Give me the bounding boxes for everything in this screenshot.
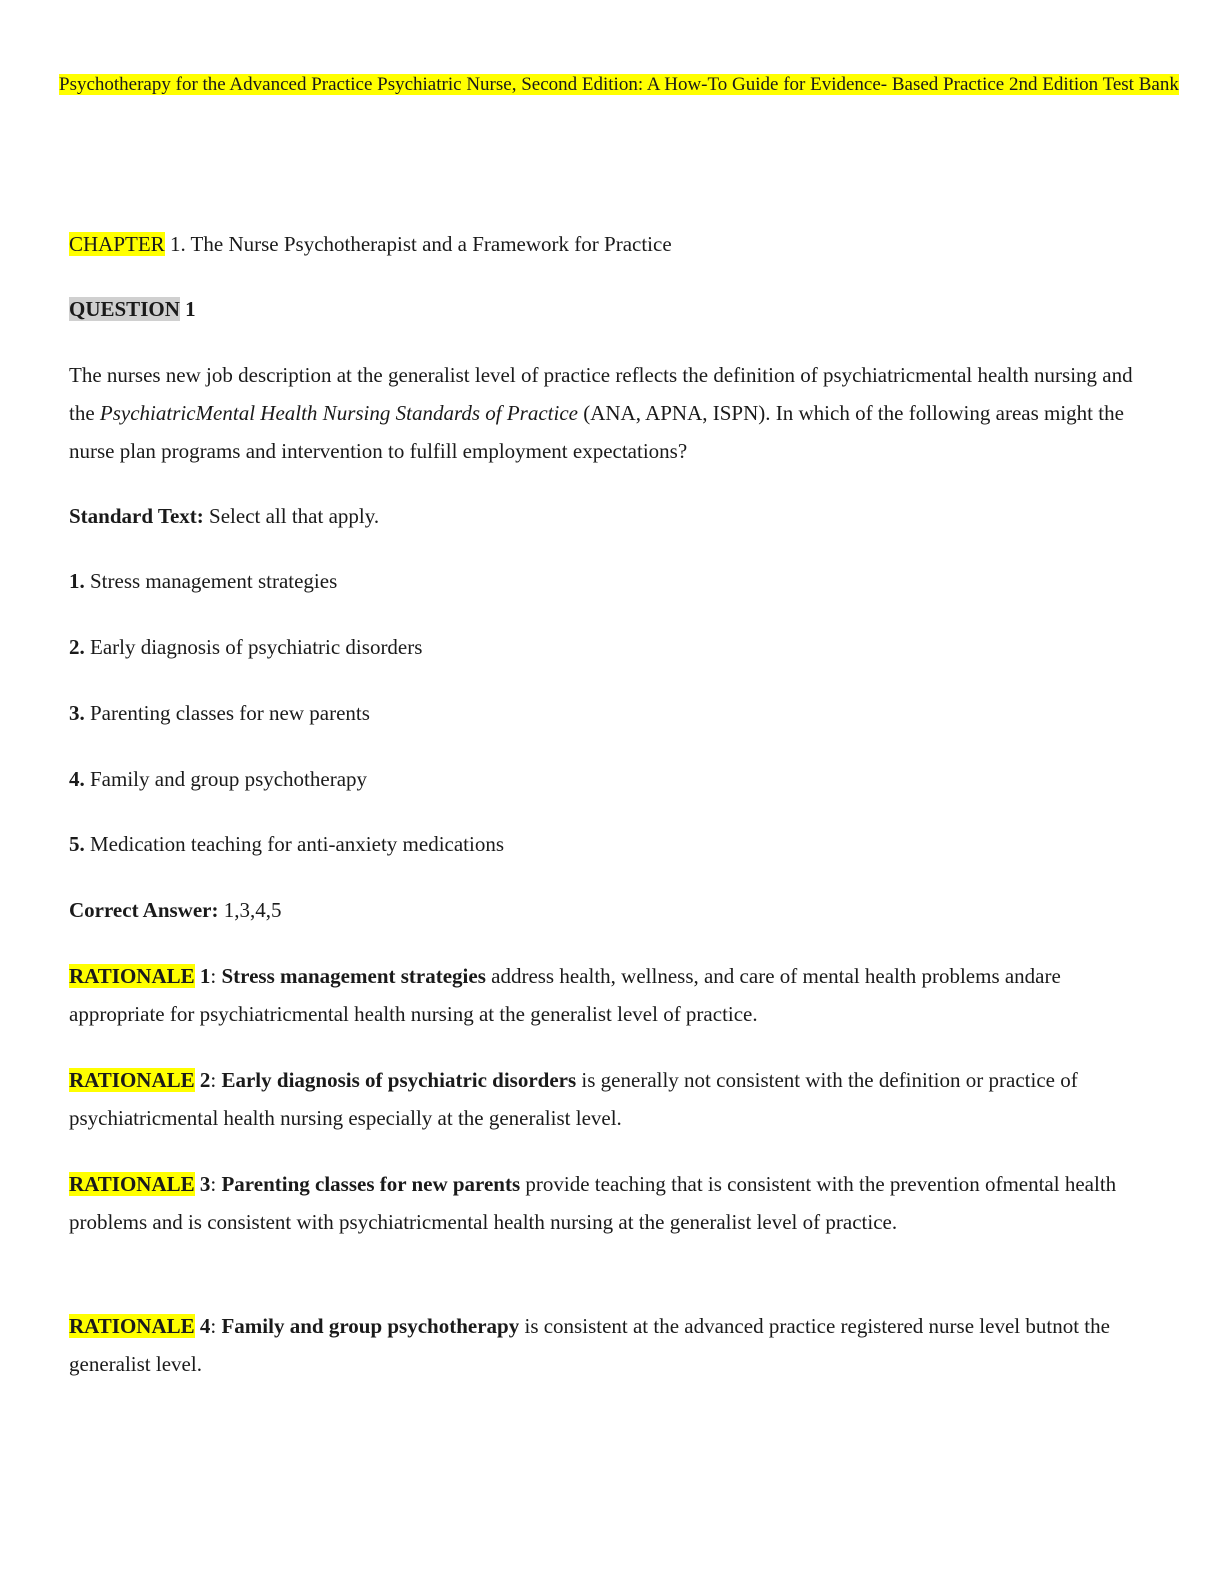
option-text: Early diagnosis of psychiatric disorders [84, 635, 423, 659]
question-stem-italic: PsychiatricMental Health Nursing Standards of Practice [99, 401, 578, 425]
document-title [59, 72, 1199, 97]
option-item [69, 694, 370, 732]
option-text: Medication teaching for anti-anxiety medications [84, 832, 505, 856]
option-text: Family and group psychotherapy [84, 767, 368, 791]
option-text: Parenting classes for new parents [84, 701, 370, 725]
rationale-text: is generally not consistent with the definition or practice of psychiatricmental health nursing especially at the generalist level. [69, 1068, 1078, 1130]
correct-answer [69, 891, 281, 929]
rationale-number: 1 [194, 964, 211, 988]
option-item [69, 825, 504, 863]
rationale-text: is consistent at the advanced practice registered nurse level butnot the generalist level. [69, 1314, 1110, 1376]
rationale-separator: : [210, 1068, 222, 1092]
rationale-number: 3 [194, 1172, 211, 1196]
question-heading [69, 290, 196, 328]
rationale-item [69, 957, 1149, 1033]
question-label: QUESTION [69, 297, 180, 321]
standard-text-label: Standard Text: [69, 504, 204, 528]
rationale-separator: : [210, 964, 222, 988]
chapter-title: 1. The Nurse Psychotherapist and a Framework for Practice [164, 232, 672, 256]
rationale-option: Stress management strategies [221, 964, 486, 988]
rationale-label: RATIONALE [69, 1314, 195, 1338]
rationale-text: provide teaching that is consistent with the prevention ofmental health problems and is consistent with psychiatricmental health nursing at the generalist level of practice. [69, 1172, 1117, 1234]
option-number: 1. [69, 569, 85, 593]
question-stem [69, 356, 1149, 470]
document-title-text: Psychotherapy for the Advanced Practice Psychiatric Nurse, Second Edition: A How-To Guide for Evidence- Based Practice 2nd Edition Test Bank [59, 74, 1179, 95]
option-item [69, 760, 367, 798]
option-number: 5. [69, 832, 85, 856]
rationale-separator: : [210, 1314, 222, 1338]
option-text: Stress management strategies [84, 569, 338, 593]
rationale-item [69, 1061, 1149, 1137]
correct-answer-label: Correct Answer: [69, 898, 219, 922]
question-stem-part1: The nurses new job description at the generalist level of practice reflects the definition of psychiatricmental health nursing and the [69, 363, 1133, 425]
rationale-label: RATIONALE [69, 1068, 195, 1092]
rationale-label: RATIONALE [69, 964, 195, 988]
rationale-separator: : [210, 1172, 222, 1196]
option-item [69, 562, 337, 600]
question-stem-part2: (ANA, APNA, ISPN). In which of the following areas might the nurse plan programs and intervention to fulfill employment expectations? [69, 401, 1124, 463]
rationale-text: address health, wellness, and care of mental health problems andare appropriate for psychiatricmental health nursing at the generalist level of practice. [69, 964, 1061, 1026]
option-number: 2. [69, 635, 85, 659]
rationale-option: Family and group psychotherapy [221, 1314, 520, 1338]
rationale-option: Parenting classes for new parents [221, 1172, 521, 1196]
rationale-item [69, 1165, 1149, 1241]
correct-answer-value: 1,3,4,5 [218, 898, 282, 922]
standard-text [69, 497, 379, 535]
option-number: 4. [69, 767, 85, 791]
rationale-number: 2 [194, 1068, 211, 1092]
chapter-label: CHAPTER [69, 232, 165, 256]
option-number: 3. [69, 701, 85, 725]
rationale-item [69, 1307, 1149, 1383]
option-item [69, 628, 422, 666]
chapter-heading [69, 225, 672, 263]
rationale-number: 4 [194, 1314, 211, 1338]
question-number: 1 [179, 297, 196, 321]
standard-text-value: Select all that apply. [203, 504, 380, 528]
rationale-label: RATIONALE [69, 1172, 195, 1196]
rationale-option: Early diagnosis of psychiatric disorders [221, 1068, 577, 1092]
